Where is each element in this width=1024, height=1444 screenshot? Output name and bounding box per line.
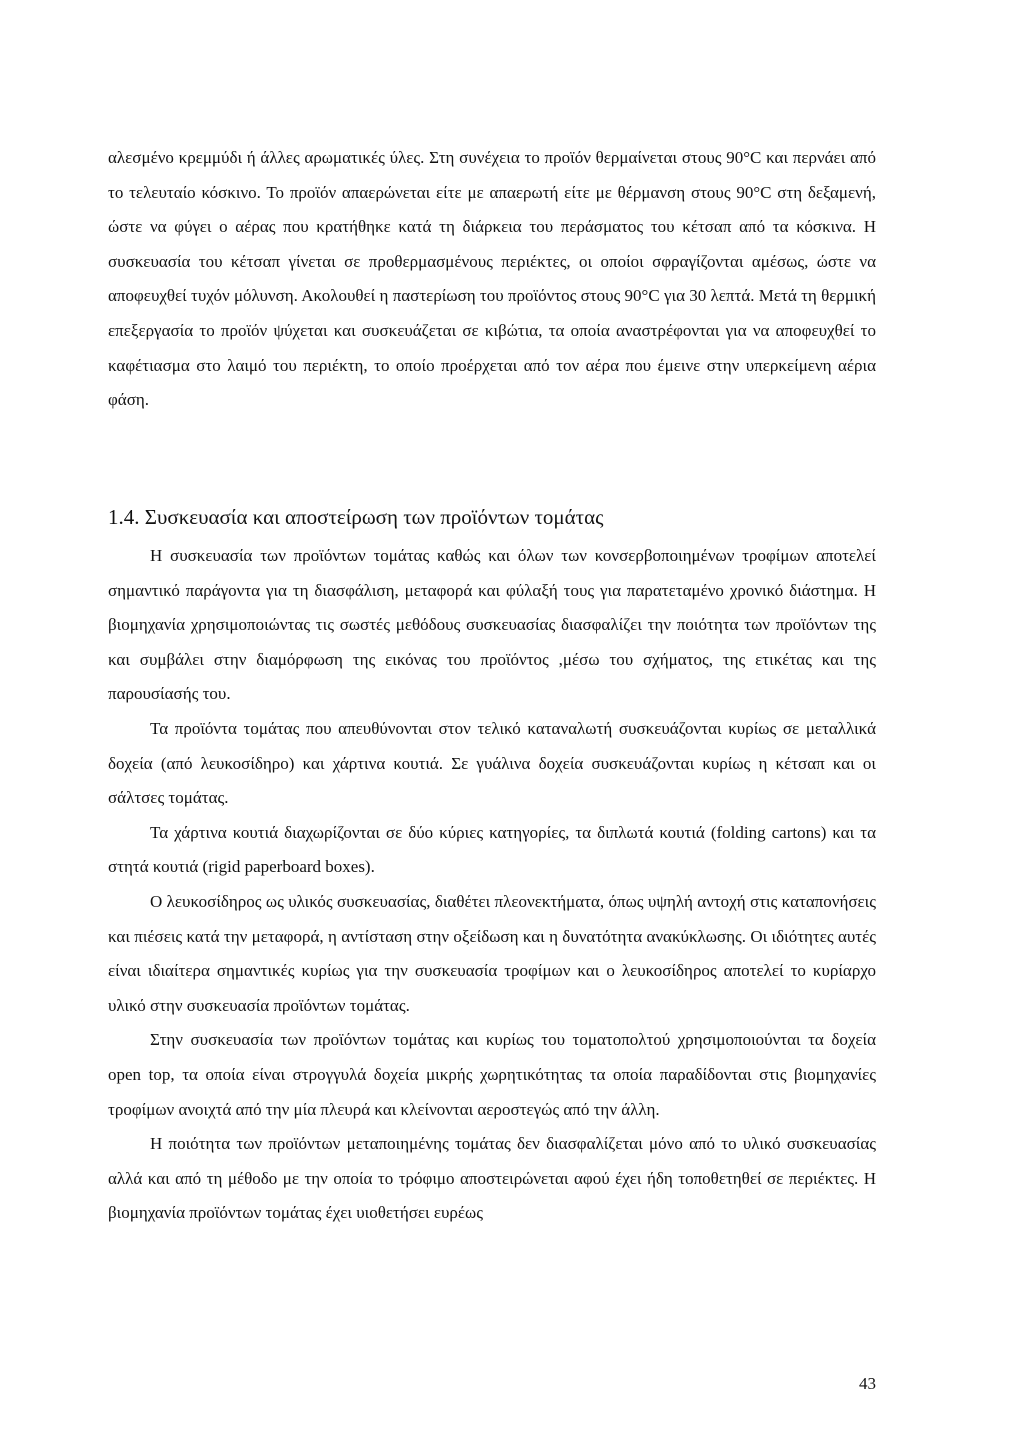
paragraph-sterilization: Η ποιότητα των προϊόντων μεταποιημένης τομάτας δεν διασφαλίζεται μόνο από το υλικό συσκευασίας αλλά και από τη μέθοδο με την οποία το τρόφιμο αποστειρώνεται αφού έχει ήδη τοποθετηθεί σε περιέκτες. Η βιομηχανία προϊόντων τομάτας έχει υιοθετήσει ευρέως <box>108 1134 876 1223</box>
page-number: 43 <box>859 1374 876 1393</box>
packaging-section <box>108 499 876 1231</box>
intro-paragraph: αλεσμένο κρεμμύδι ή άλλες αρωματικές ύλες. Στη συνέχεια το προϊόν θερμαίνεται στους 90°C και περνάει από το τελευταίο κόσκινο. Το προϊόν απαερώνεται είτε με απαερωτή είτε με θέρμανση στους 90°C στη δεξαμενή, ώστε να φύγει ο αέρας που κρατήθηκε κατά τη διάρκεια του περάσματος του κέτσαπ από τα κόσκινα. Η συσκευασία του κέτσαπ γίνεται σε προθερμασμένους περιέκτες, οι οποίοι σφραγίζονται αμέσως, ώστε να αποφευχθεί τυχόν μόλυνση. Ακολουθεί η παστερίωση του προϊόντος στους 90°C για 30 λεπτά. Μετά τη θερμική επεξεργασία το προϊόν ψύχεται και συσκευάζεται σε κιβώτια, τα οποία αναστρέφονται για να αποφευχθεί το καφέτιασμα στο λαιμό του περιέκτη, το οποίο προέρχεται από τον αέρα που έμεινε στην υπερκείμενη αέρια φάση. <box>108 148 876 410</box>
paragraph-packaging-importance: Η συσκευασία των προϊόντων τομάτας καθώς και όλων των κονσερβοποιημένων τροφίμων αποτελεί σημαντικό παράγοντα για τη διασφάλιση, μεταφορά και φύλαξή τους για παρατεταμένο χρονικό διάστημα. Η βιομηχανία χρησιμοποιώντας τις σωστές μεθόδους συσκευασίας διασφαλίζει την ποιότητα των προϊόντων της και συμβάλει στην διαμόρφωση της εικόνας του προϊόντος ,μέσω του σχήματος, της ετικέτας και της παρουσίασής του. <box>108 546 876 704</box>
paragraph-paper-boxes: Τα χάρτινα κουτιά διαχωρίζονται σε δύο κύριες κατηγορίες, τα διπλωτά κουτιά (folding cartons) και τα στητά κουτιά (rigid paperboard boxes). <box>108 822 876 877</box>
section-body <box>108 539 876 1231</box>
paragraph-open-top-cans: Στην συσκευασία των προϊόντων τομάτας και κυρίως του τοματοπολτού χρησιμοποιούνται τα δοχεία open top, τα οποία είναι στρογγυλά δοχεία μικρής χωρητικότητας τα οποία παραδίδονται στις βιομηχανίες τροφίμων ανοιχτά από την μία πλευρά και κλείνονται αεροστεγώς από την άλλη. <box>108 1030 876 1119</box>
section-heading: 1.4. Συσκευασία και αποστείρωση των προϊόντων τομάτας <box>108 505 604 529</box>
intro-text-block <box>108 141 876 418</box>
paragraph-tinplate: Ο λευκοσίδηρος ως υλικός συσκευασίας, διαθέτει πλεονεκτήματα, όπως υψηλή αντοχή στις καταπονήσεις και πιέσεις κατά την μεταφορά, η αντίσταση στην οξείδωση και η δυνατότητα ανακύκλωσης. Οι ιδιότητες αυτές είναι ιδιαίτερα σημαντικές κυρίως για την συσκευασία τροφίμων και ο λευκοσίδηρος αποτελεί το κυρίαρχο υλικό στην συσκευασία προϊόντων τομάτας. <box>108 891 876 1015</box>
paragraph-consumer-containers: Τα προϊόντα τομάτας που απευθύνονται στον τελικό καταναλωτή συσκευάζονται κυρίως σε μεταλλικά δοχεία (από λευκοσίδηρο) και χάρτινα κουτιά. Σε γυάλινα δοχεία συσκευάζονται κυρίως η κέτσαπ και οι σάλτσες τομάτας. <box>108 718 876 808</box>
